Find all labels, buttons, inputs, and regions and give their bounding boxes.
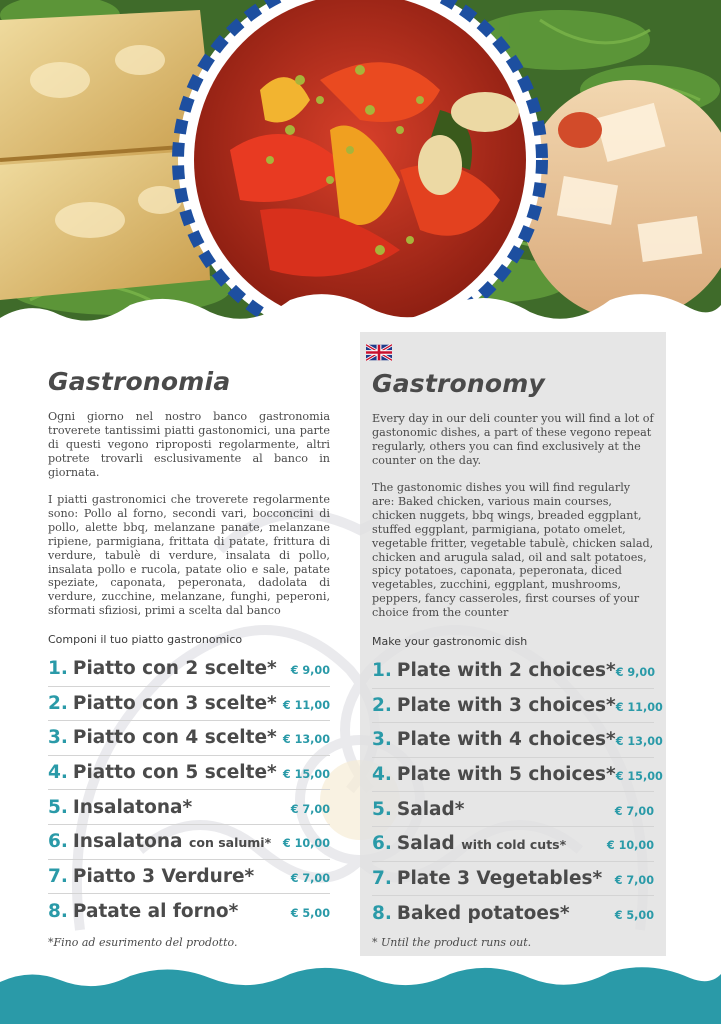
item-number: 5. [372, 798, 392, 820]
uk-flag-icon [366, 344, 392, 361]
item-price: € 11,00 [282, 698, 330, 712]
menu-item [48, 825, 330, 860]
item-price: € 13,00 [615, 735, 663, 749]
page-title-it: Gastronomia [48, 367, 231, 396]
menu-item [48, 860, 330, 895]
menu-list-it [48, 652, 330, 929]
item-name: Plate with 3 choices* [396, 694, 616, 716]
item-name: Piatto 3 Verdure* [72, 865, 255, 887]
item-number: 6. [372, 833, 392, 855]
item-number: 7. [372, 867, 392, 889]
item-number: 6. [48, 831, 68, 853]
item-name: Baked potatoes* [396, 902, 570, 924]
menu-item [372, 896, 654, 931]
item-price: € 5,00 [290, 906, 330, 920]
item-name: Piatto con 2 scelte* [72, 658, 277, 680]
menu-item [372, 792, 654, 827]
footnote-it: *Fino ad esurimento del prodotto. [48, 936, 238, 949]
item-suffix: with cold cuts* [461, 837, 567, 853]
item-price: € 9,00 [615, 666, 656, 680]
item-number: 3. [372, 729, 392, 751]
item-price: € 7,00 [614, 873, 654, 887]
item-number: 1. [48, 658, 68, 680]
item-number: 7. [48, 865, 68, 887]
item-name: Piatto con 5 scelte* [72, 762, 277, 784]
item-number: 8. [48, 900, 68, 922]
menu-item [372, 862, 654, 897]
item-price: € 13,00 [282, 733, 330, 747]
item-price: € 11,00 [615, 700, 663, 714]
item-name: Salad* [396, 798, 465, 820]
item-price: € 10,00 [282, 837, 330, 851]
menu-item [48, 687, 330, 722]
menu-item [372, 827, 654, 862]
intro-paragraph-it: Ogni giorno nel nostro banco gastronomia troverete tantissimi piatti gastonomici, una parte di questi vegono riproposti regolarmente, altri potrete trovarli esclusivamente al banco in giornata. [48, 410, 330, 479]
menu-item [372, 689, 663, 724]
item-name: Piatto con 3 scelte* [72, 692, 277, 714]
menu-item [372, 654, 654, 689]
dishes-paragraph-it: I piatti gastronomici che troverete regolarmente sono: Pollo al forno, secondi vari, bocconcini di pollo, alette bbq, melanzane panate, melanzane ripiene, parmigiana, frittata di patate, frittura di verdure, tabulè di verdure, insalata di pollo, insalata pollo e rucola, patate olio e sale, patate speziate, caponata, peperonata, dadolata di verdure, zucchine, melanzane, funghi, peperoni, sformati sfiziosi, primi a scelta dal banco [48, 493, 330, 618]
item-name: Plate with 5 choices* [396, 764, 616, 786]
intro-paragraph-en: Every day in our deli counter you will find a lot of gastonomic dishes, a part of these vegono repeat regularly, others you can find exclusively at the counter on the day. [372, 412, 654, 467]
item-suffix: con salumi* [188, 835, 272, 851]
item-number: 1. [372, 660, 392, 682]
menu-item [48, 894, 330, 929]
item-price: € 15,00 [615, 770, 663, 784]
menu-item [48, 790, 330, 825]
item-name: Insalatona* [72, 796, 193, 818]
menu-item [48, 756, 330, 791]
item-name: Plate with 2 choices* [396, 660, 616, 682]
compose-heading-en: Make your gastronomic dish [372, 635, 528, 648]
item-name: Piatto con 4 scelte* [72, 727, 277, 749]
compose-heading-it: Componi il tuo piatto gastronomico [48, 633, 243, 646]
bottom-wave-decoration [0, 960, 721, 1024]
page-title-en: Gastronomy [372, 369, 546, 398]
item-name: Salad [396, 833, 455, 855]
menu-item [372, 758, 663, 793]
dishes-paragraph-en: The gastonomic dishes you will find regularly are: Baked chicken, various main courses, chicken nuggets, bbq wings, breaded eggplant, stuffed eggplant, parmigiana, potato omelet, vegetable fritter, vegetable tabulè, chicken salad, chicken and arugula salad, oil and salt potatoes, spicy potatoes, caponata, peperonata, diced vegetables, zucchini, eggplant, mushrooms, peppers, fancy casseroles, first courses of your choice from the counter [372, 481, 654, 620]
item-price: € 7,00 [614, 804, 654, 818]
item-price: € 15,00 [282, 768, 330, 782]
item-price: € 10,00 [606, 839, 654, 853]
item-price: € 9,00 [290, 664, 330, 678]
item-number: 4. [48, 762, 68, 784]
item-price: € 5,00 [614, 908, 654, 922]
item-number: 5. [48, 796, 68, 818]
item-price: € 7,00 [290, 802, 330, 816]
item-number: 2. [48, 692, 68, 714]
item-name: Patate al forno* [72, 900, 239, 922]
item-number: 8. [372, 902, 392, 924]
menu-item [372, 723, 663, 758]
item-name: Insalatona [72, 831, 183, 853]
english-column [360, 332, 666, 956]
item-name: Plate 3 Vegetables* [396, 867, 603, 889]
footnote-en: * Until the product runs out. [372, 936, 532, 949]
hero-food-photo [0, 0, 721, 330]
item-price: € 7,00 [290, 871, 330, 885]
item-number: 2. [372, 694, 392, 716]
menu-list-en [372, 654, 663, 931]
item-name: Plate with 4 choices* [396, 729, 616, 751]
menu-item [48, 652, 330, 687]
menu-item [48, 721, 330, 756]
item-number: 4. [372, 764, 392, 786]
item-number: 3. [48, 727, 68, 749]
